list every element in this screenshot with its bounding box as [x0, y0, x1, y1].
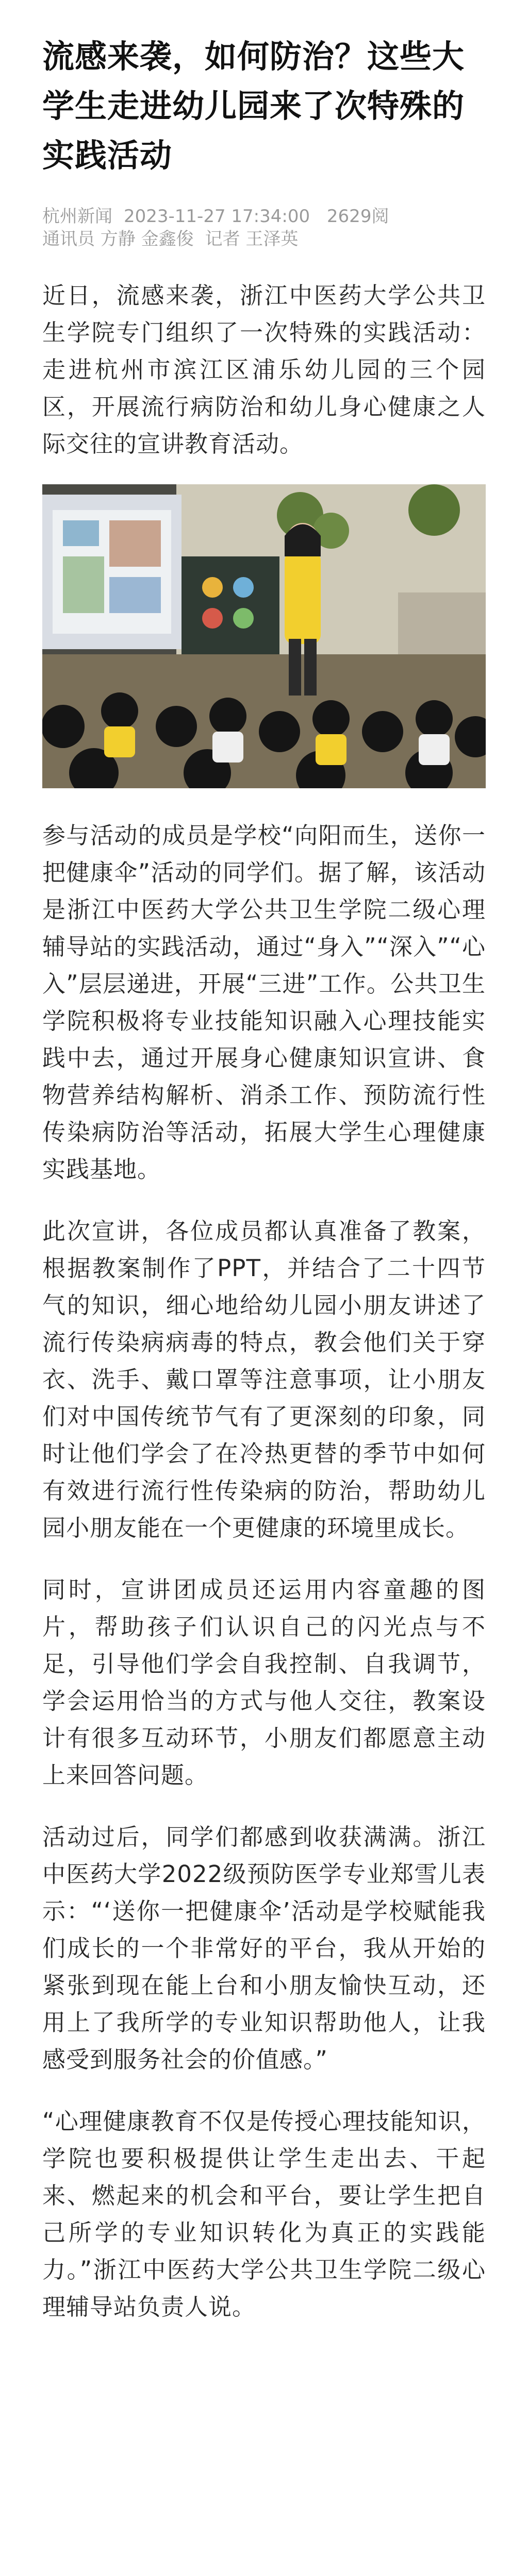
article-paragraph-4: 同时，宣讲团成员还运用内容童趣的图片，帮助孩子们认识自己的闪光点与不足，引导他们学会自我控制、自我调节，学会运用恰当的方式与他人交往，教案设计有很多互动环节，小朋友们都愿意主动上来回答问题。 — [42, 1576, 486, 1789]
article-title: 流感来袭，如何防治？这些大学生走进幼儿园来了次特殊的实践活动 — [42, 38, 465, 174]
publish-datetime: 2023-11-27 17:34:00 — [124, 206, 310, 227]
view-count: 2629阅 — [326, 206, 389, 227]
article-photo[interactable] — [42, 484, 486, 788]
article-paragraph-2: 参与活动的成员是学校“向阳而生，送你一把健康伞”活动的同学们。据了解，该活动是浙江中医药大学公共卫生学院二级心理辅导站的实践活动，通过“身入”“深入”“心入”层层递进，开展“三进”工作。公共卫生学院积极将专业技能知识融入心理技能实践中去，通过开展身心健康知识宣讲、食物营养结构解析、消杀工作、预防流行性传染病防治等活动，拓展大学生心理健康实践基地。 — [42, 822, 486, 1183]
meta-line-1 — [42, 205, 487, 228]
source-label[interactable]: 杭州新闻 — [42, 206, 112, 227]
reporter: 记者 王泽英 — [205, 229, 299, 249]
article-paragraph-1: 近日，流感来袭，浙江中医药大学公共卫生学院专门组织了一次特殊的实践活动：走进杭州市滨江区浦乐幼儿园的三个园区，开展流行病防治和幼儿身心健康之人际交往的宣讲教育活动。 — [42, 282, 486, 457]
article-paragraph-3: 此次宣讲，各位成员都认真准备了教案，根据教案制作了PPT，并结合了二十四节气的知识，细心地给幼儿园小朋友讲述了流行传染病病毒的特点，教会他们关于穿衣、洗手、戴口罩等注意事项，让小朋友们对中国传统节气有了更深刻的印象，同时让他们学会了在冷热更替的季节中如何有效进行流行性传染病的防治，帮助幼儿园小朋友能在一个更健康的环境里成长。 — [42, 1217, 486, 1541]
meta-line-2 — [42, 228, 487, 250]
correspondents: 通讯员 方静 金鑫俊 — [42, 229, 194, 249]
article-paragraph-5: 活动过后，同学们都感到收获满满。浙江中医药大学2022级预防医学专业郑雪儿表示：“‘送你一把健康伞’活动是学校赋能我们成长的一个非常好的平台，我从开始的紧张到现在能上台和小朋友愉快互动，还用上了我所学的专业知识帮助他人，让我感受到服务社会的价值感。” — [42, 1823, 486, 2073]
classroom-scene-illustration — [42, 484, 486, 788]
article-meta — [0, 180, 528, 250]
article-paragraph-6: “心理健康教育不仅是传授心理技能知识，学院也要积极提供让学生走出去、干起来、燃起来的机会和平台，要让学生把自己所学的专业知识转化为真正的实践能力。”浙江中医药大学公共卫生学院二级心理辅导站负责人说。 — [42, 2108, 486, 2320]
